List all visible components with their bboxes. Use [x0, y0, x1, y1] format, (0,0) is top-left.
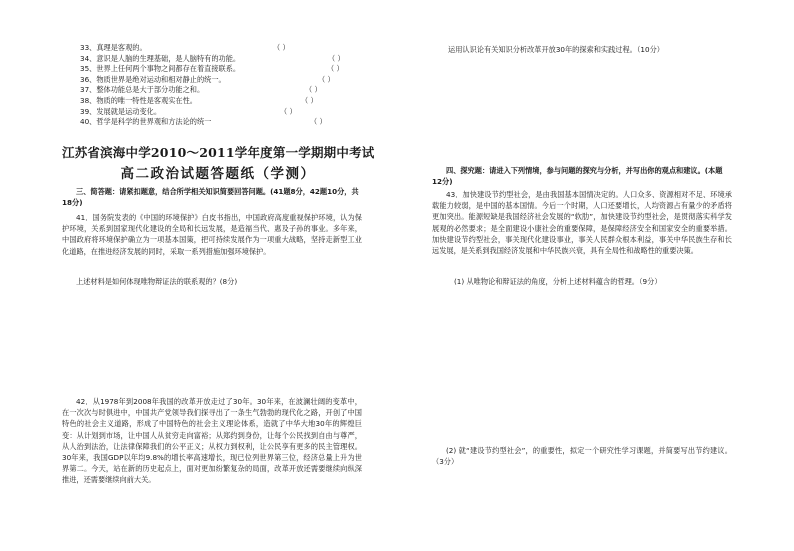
- answer-space-43-2[interactable]: [430, 470, 730, 540]
- question-42-material: 42．从1978年到2008年我国的改革开放走过了30年。30年来，在波澜壮阔的变革中，在一次次与时俱进中，中国共产党领导我们探寻出了一条生气勃勃的现代化之路，开创了中国特色的社会主义道路，形成了中国特色的社会主义理论体系，造就了中华大地30年的辉煌巨变：从计划到市场，让中国人从贫穷走向富裕；从郑约到身份，让每个公民找到自由与尊严，从人治到法治，让法律保障我们的公平正义；从权力到权利，让公民享有更多的民主管理权。30年来，我国GDP以年均9.8%的增长率高速增长，现已位列世界第三位，经济总量上升为世界第二。今天，站在新的历史起点上，面对更加纷繁复杂的局面，改革开放还需要继续向纵深推进，还需要继续向前大关。: [62, 397, 362, 485]
- question-43-part-2: (2) 就“建设节约型社会”，的重要性，拟定一个研究性学习课题，并简要写出节约建议。（3分）: [432, 446, 732, 467]
- answer-parentheses[interactable]: （ ）: [273, 43, 290, 52]
- true-false-statement: 37、整体功能总是大于部分功能之和。: [80, 85, 205, 95]
- true-false-item: [80, 107, 360, 118]
- question-41-material: 41．国务院发表的《中国的环境保护》白皮书指出，中国政府高度重视保护环境，认为保护环境，关系到国家现代化建设的全局和长远发展，是造福当代、惠及子孙的事业。多年来，中国政府将环境保护确立为一项基本国策，把可持续发展作为一项重大战略，坚持走新型工业化道路，在推进经济发展的同时，采取一系列措施加强环境保护。: [62, 213, 362, 256]
- answer-parentheses[interactable]: （ ）: [280, 106, 297, 116]
- question-43-part-1: (1) 从唯物论和辩证法的角度，分析上述材料蕴含的哲理。（9分）: [454, 277, 662, 286]
- true-false-statement: 40、哲学是科学的世界观和方法论的统一: [80, 117, 212, 127]
- true-false-statement: 38、物质的唯一特性是客观实在性。: [80, 95, 197, 105]
- answer-parentheses[interactable]: （ ）: [318, 74, 335, 84]
- answer-space-43-1[interactable]: [430, 290, 730, 440]
- school-title: 江苏省滨海中学2010～2011学年度第一学期期中考试: [62, 145, 375, 160]
- true-false-item: [80, 54, 360, 65]
- true-false-statement: 33、真理是客观的。: [80, 43, 147, 52]
- section-three-heading: 三、简答题：请紧扣题意，结合所学相关知识简要回答问题。(41题8分，42题10分，共18分): [62, 187, 359, 207]
- true-false-item: [80, 43, 360, 54]
- answer-parentheses[interactable]: （ ）: [305, 85, 322, 95]
- question-42-prompt: 运用认识论有关知识分析改革开放30年的探索和实践过程。（10分）: [448, 45, 664, 54]
- true-false-item: [80, 75, 360, 86]
- section-four-heading: 四、探究题：请进入下列情境，参与问题的探究与分析，并写出你的观点和建议。(本题12分): [432, 166, 723, 186]
- true-false-item: [80, 117, 360, 128]
- true-false-list: [80, 43, 360, 128]
- true-false-statement: 35、世界上任何两个事物之间都存在着直接联系。: [80, 64, 241, 74]
- answer-space-42[interactable]: [430, 58, 730, 158]
- true-false-statement: 39、发展就是运动变化。: [80, 106, 162, 116]
- true-false-item: [80, 96, 360, 107]
- answer-parentheses[interactable]: （ ）: [301, 95, 318, 105]
- answer-space-41[interactable]: [62, 290, 362, 390]
- question-41-prompt: 上述材料是如何体现唯物辩证法的联系观的？(8分): [76, 277, 238, 286]
- question-43-material: 43．加快建设节约型社会，是由我国基本国情决定的。人口众多、资源相对不足、环境承载能力较弱，是中国的基本国情。今后一个时期，人口还要增长，人均资源占有量少的矛盾将更加突出。能源短缺是我国经济社会发展的“软肋”，加快建设节约型社会，是贯彻落实科学发展观的必然要求；是全面建设小康社会的重要保障，是保障经济安全和国家安全的重要举措。加快建设节约型社会，事关现代化建设事业，事关人民群众根本利益，事关中华民族生存和长远发展，是关系到我国经济发展和中华民族兴衰，具有全局性和战略性的重要决策。: [432, 190, 732, 256]
- true-false-statement: 36、物质世界是绝对运动和相对静止的统一。: [80, 74, 226, 84]
- true-false-item: [80, 85, 360, 96]
- true-false-statement: 34、意识是人脑的生理基础，是人脑特有的功能。: [80, 53, 241, 63]
- true-false-item: [80, 64, 360, 75]
- paper-title: 高二政治试题答题纸（学测）: [120, 166, 316, 182]
- answer-parentheses[interactable]: （ ）: [327, 64, 344, 74]
- answer-parentheses[interactable]: （ ）: [310, 117, 327, 127]
- answer-parentheses[interactable]: （ ）: [328, 53, 345, 63]
